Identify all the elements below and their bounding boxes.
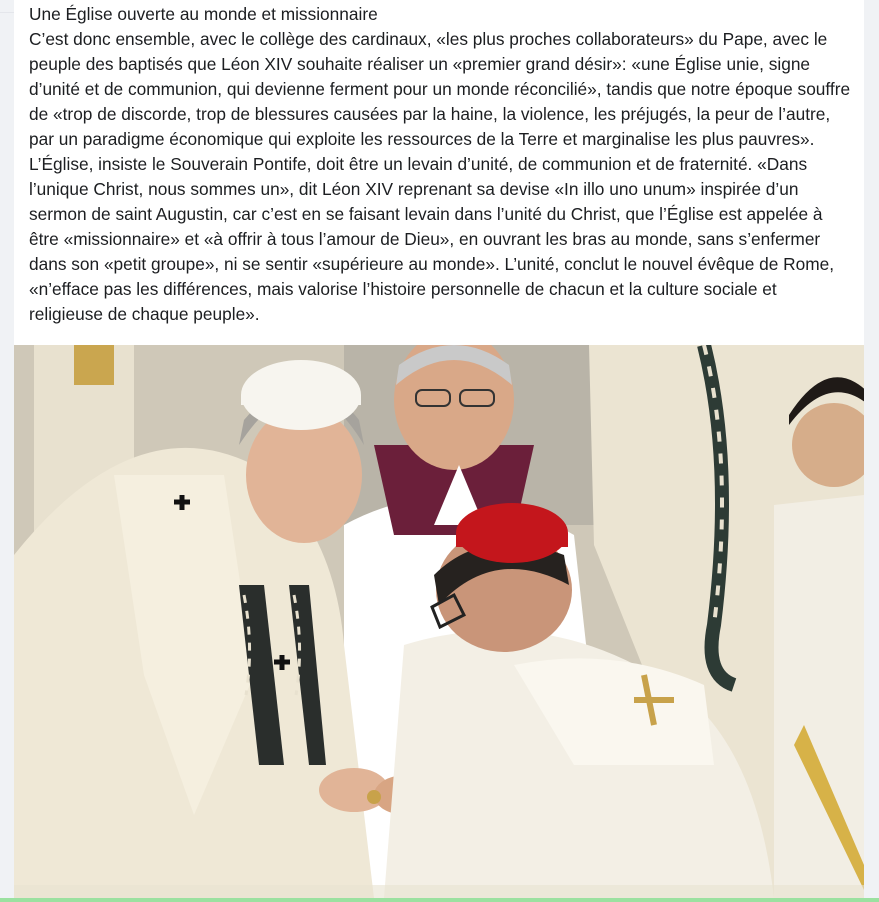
post-photo[interactable] bbox=[14, 345, 864, 898]
post-text bbox=[29, 4, 855, 327]
post-card bbox=[14, 0, 864, 898]
post-heading: Une Église ouverte au monde et missionnaire bbox=[29, 4, 378, 24]
post-body: C’est donc ensemble, avec le collège des cardinaux, «les plus proches collaborateurs» du Pape, avec le peuple des baptisés que Léon XIV souhaite réaliser un «premier grand désir»: «une Église unie, signe d’unité et de communion, qui devienne ferment pour un monde réconcilié», tandis que notre époque souffre de «trop de discorde, trop de blessures causées par la haine, la violence, les préjugés, la peur de l’autre, par un paradigme économique qui exploite les ressources de la Terre et marginalise les plus pauvres». L’Église, insiste le Souverain Pontife, doit être un levain d’unité, de communion et de fraternité. «Dans l’unique Christ, nous sommes un», dit Léon XIV reprenant sa devise «In illo uno unum» inspirée d’un sermon de saint Augustin, car c’est en se faisant levain dans l’unité du Christ, que l’Église est appelée à être «missionnaire» et «à offrir à tous l’amour de Dieu», en ouvrant les bras au monde, sans s’enfermer dans son «petit groupe», ni se sentir «supérieure au monde». L’unité, conclut le nouvel évêque de Rome, «n’efface pas les différences, mais valorise l’histoire personnelle de chacun et la culture sociale et religieuse de chaque peuple». bbox=[29, 29, 851, 324]
photo-pope-and-cardinal-icon bbox=[14, 345, 864, 898]
right-gutter bbox=[864, 12, 879, 898]
bottom-accent-line bbox=[0, 898, 879, 902]
